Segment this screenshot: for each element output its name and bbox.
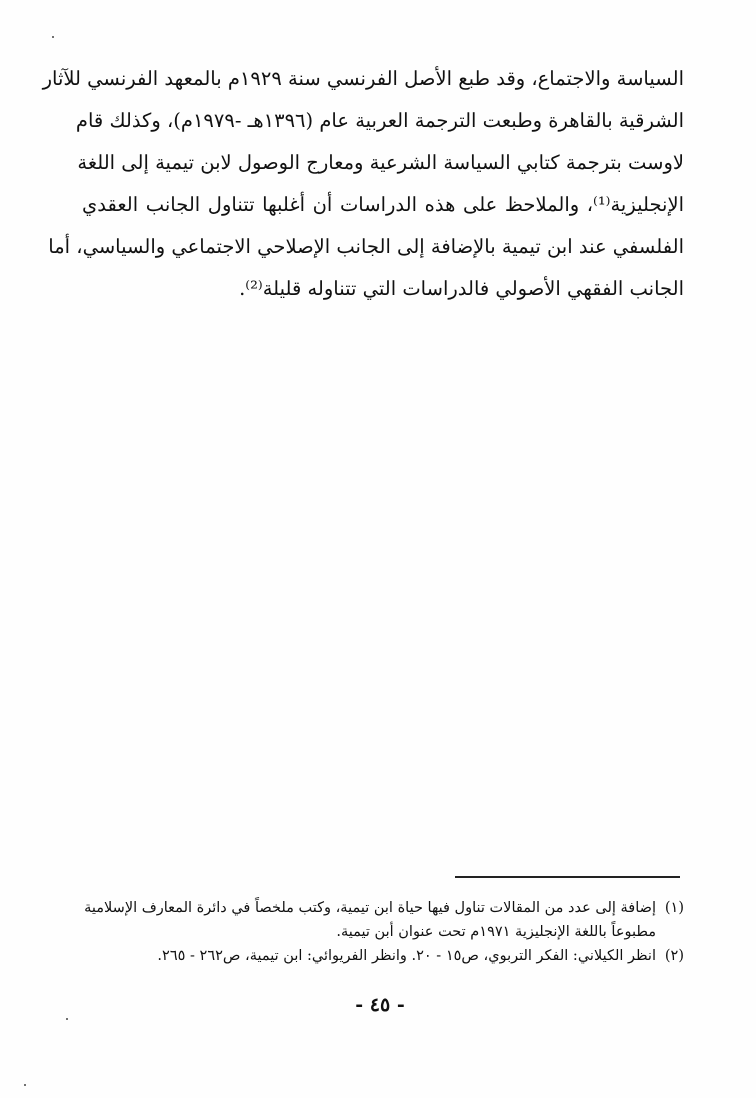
footnote-1-text-line-1: إضافة إلى عدد من المقالات تناول فيها حياة ابن تيمية، وكتب ملخصاً في دائرة المعارف الإسلامية (84, 900, 656, 916)
scan-speck (66, 1018, 68, 1020)
body-paragraph (42, 58, 684, 310)
footnote-separator (455, 876, 680, 878)
footnote-1-number: (١) (664, 900, 684, 916)
body-line-1: السياسة والاجتماع، وقد طبع الأصل الفرنسي سنة ١٩٢٩م بالمعهد الفرنسي للآثار (42, 67, 684, 90)
footnote-2 (88, 944, 684, 968)
scan-speck (24, 1084, 26, 1086)
footnote-1-continuation: مطبوعاً باللغة الإنجليزية ١٩٧١م تحت عنوان أبن تيمية. (336, 924, 656, 940)
body-line-4: الإنجليزية⁽¹⁾، والملاحظ على هذه الدراسات أن أغلبها تتناول الجانب العقدي (82, 193, 684, 216)
body-line-6: الجانب الفقهي الأصولي فالدراسات التي تتناوله قليلة⁽²⁾. (239, 277, 684, 300)
footnote-2-number: (٢) (664, 948, 684, 964)
page-number: - ٤٥ - (355, 994, 405, 1016)
footnote-1 (84, 896, 684, 920)
body-line-3: لاوست بترجمة كتابي السياسة الشرعية ومعارج الوصول لابن تيمية إلى اللغة (77, 151, 684, 174)
body-line-2: الشرقية بالقاهرة وطبعت الترجمة العربية عام (١٣٩٦هـ -١٩٧٩م)، وكذلك قام (75, 109, 684, 132)
scan-speck (52, 36, 54, 38)
footnote-2-text: انظر الكيلاني: الفكر التربوي، ص١٥ - ٢٠. وانظر الفريوائي: ابن تيمية، ص٢٦٢ - ٢٦٥. (157, 948, 656, 964)
footnotes-section (84, 896, 684, 968)
body-line-5: الفلسفي عند ابن تيمية بالإضافة إلى الجانب الإصلاحي الاجتماعي والسياسي، أما (48, 235, 684, 258)
